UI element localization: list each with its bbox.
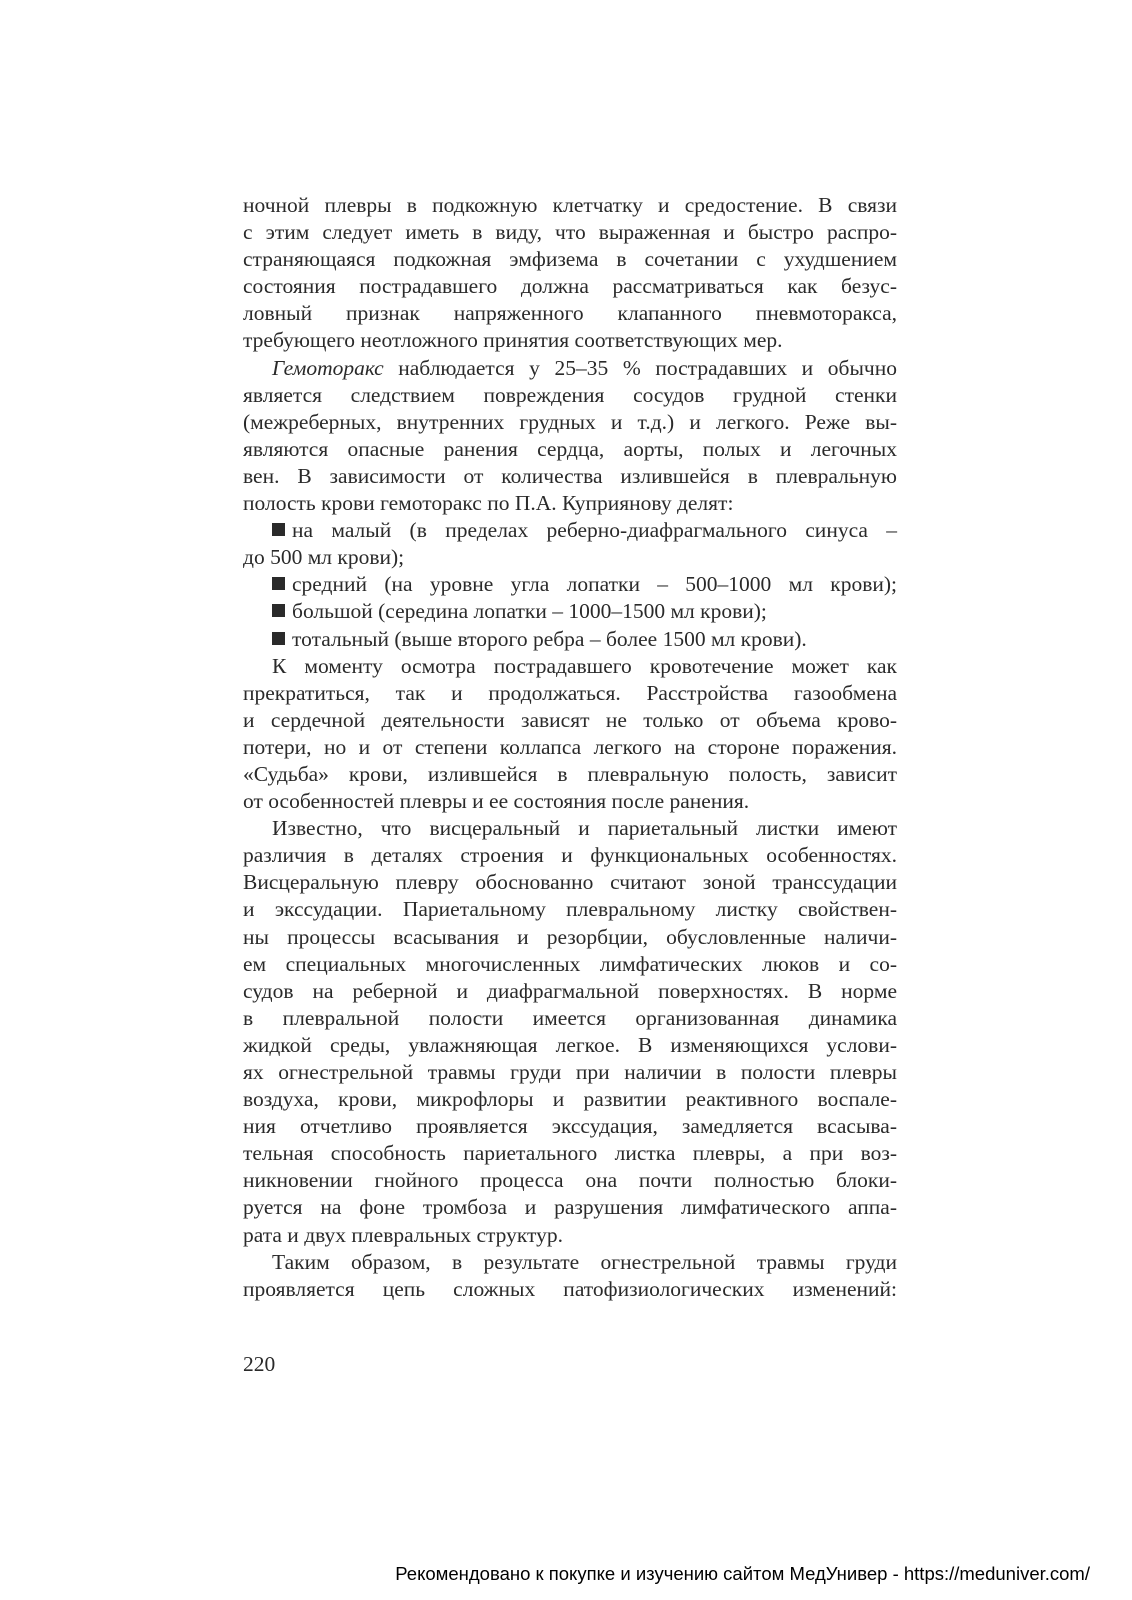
hemothorax-term: Гемоторакс [272, 355, 384, 380]
paragraph-hemothorax [243, 355, 897, 518]
text-line: в плевральной полости имеется организованная динамика [243, 1005, 897, 1030]
list-item-text: тотальный (выше второго ребра – более 1500 мл крови). [292, 626, 807, 651]
list-item [243, 626, 897, 653]
text-line: является следствием повреждения сосудов грудной стенки [243, 382, 897, 407]
text-line: и сердечной деятельности зависят не только от объема крово- [243, 707, 897, 732]
hemothorax-first-line: наблюдается у 25–35 % пострадавших и обычно [383, 355, 897, 380]
text-line: потери, но и от степени коллапса легкого на стороне поражения. [243, 734, 897, 759]
text-line [243, 355, 897, 382]
list-item [243, 517, 897, 544]
text-line: К моменту осмотра пострадавшего кровотечение может как [272, 653, 897, 678]
text-line: воздуха, крови, микрофлоры и развитии реактивного воспале- [243, 1087, 897, 1112]
text-line: Известно, что висцеральный и париетальный листки имеют [272, 816, 897, 841]
text-line: от особенностей плевры и ее состояния после ранения. [243, 789, 750, 814]
square-bullet-icon [272, 632, 285, 645]
text-line: тельная способность париетального листка плевры, а при воз- [243, 1141, 897, 1166]
list-item-text: средний (на уровне угла лопатки – 500–1000 мл крови); [292, 572, 897, 597]
text-line: страняющаяся подкожная эмфизема в сочетании с ухудшением [243, 247, 897, 272]
list-item-text: большой (середина лопатки – 1000–1500 мл крови); [292, 599, 767, 624]
square-bullet-icon [272, 577, 285, 590]
text-line: являются опасные ранения сердца, аорты, полых и легочных [243, 436, 897, 461]
book-page-text [243, 192, 897, 1303]
recommendation-footer: Рекомендовано к покупке и изучению сайтом МедУнивер - https://meduniver.com/ [395, 1563, 1090, 1584]
text-line: ночной плевры в подкожную клетчатку и средостение. В связи [243, 193, 897, 217]
list-item [243, 598, 897, 625]
paragraph-pleura-emphysema [243, 192, 897, 355]
paragraph-conclusion [243, 1249, 897, 1303]
text-line: требующего неотложного принятия соответствующих мер. [243, 328, 783, 353]
square-bullet-icon [272, 523, 285, 536]
text-line: руется на фоне тромбоза и разрушения лимфатического аппа- [243, 1195, 897, 1220]
list-item [243, 571, 897, 598]
text-line: судов на реберной и диафрагмальной поверхностях. В норме [243, 978, 897, 1003]
text-line: ны процессы всасывания и резорбции, обусловленные наличи- [243, 924, 897, 949]
text-line: ловный признак напряженного клапанного пневмоторакса, [243, 301, 897, 326]
text-line: прекратиться, так и продолжаться. Расстройства газообмена [243, 680, 897, 705]
text-line: никновении гнойного процесса она почти полностью блоки- [243, 1168, 897, 1193]
text-line: (межреберных, внутренних грудных и т.д.) и легкого. Реже вы- [243, 409, 897, 434]
text-line: состояния пострадавшего должна рассматриваться как безус- [243, 274, 897, 299]
hemothorax-classification-list [243, 517, 897, 652]
text-line: полость крови гемоторакс по П.А. Куприянову делят: [243, 491, 734, 516]
text-line: жидкой среды, увлажняющая легкое. В изменяющихся услови- [243, 1032, 897, 1057]
text-line: Таким образом, в результате огнестрельной травмы груди [272, 1249, 897, 1274]
text-line: «Судьба» крови, излившейся в плевральную полость, зависит [243, 761, 897, 786]
text-line: проявляется цепь сложных патофизиологических изменений: [243, 1276, 897, 1301]
square-bullet-icon [272, 604, 285, 617]
text-line: Висцеральную плевру обоснованно считают зоной транссудации [243, 870, 897, 895]
text-line: рата и двух плевральных структур. [243, 1222, 564, 1247]
text-line: ях огнестрельной травмы груди при наличии в полости плевры [243, 1060, 897, 1084]
paragraph-bleeding [243, 653, 897, 816]
text-line: ем специальных многочисленных лимфатических люков и со- [243, 951, 897, 976]
list-item-text: на малый (в пределах реберно-диафрагмального синуса – [292, 518, 897, 543]
page-number: 220 [243, 1352, 276, 1376]
text-line: ния отчетливо проявляется экссудация, замедляется всасыва- [243, 1114, 897, 1139]
text-line: вен. В зависимости от количества излившейся в плевральную [243, 463, 897, 488]
text-line: и экссудации. Париетальному плевральному листку свойствен- [243, 897, 897, 922]
paragraph-pleural-layers [243, 815, 897, 1249]
list-item-continuation: до 500 мл крови); [243, 545, 405, 570]
text-line: различия в деталях строения и функциональных особенностях. [243, 843, 897, 868]
text-line: с этим следует иметь в виду, что выраженная и быстро распро- [243, 220, 897, 245]
